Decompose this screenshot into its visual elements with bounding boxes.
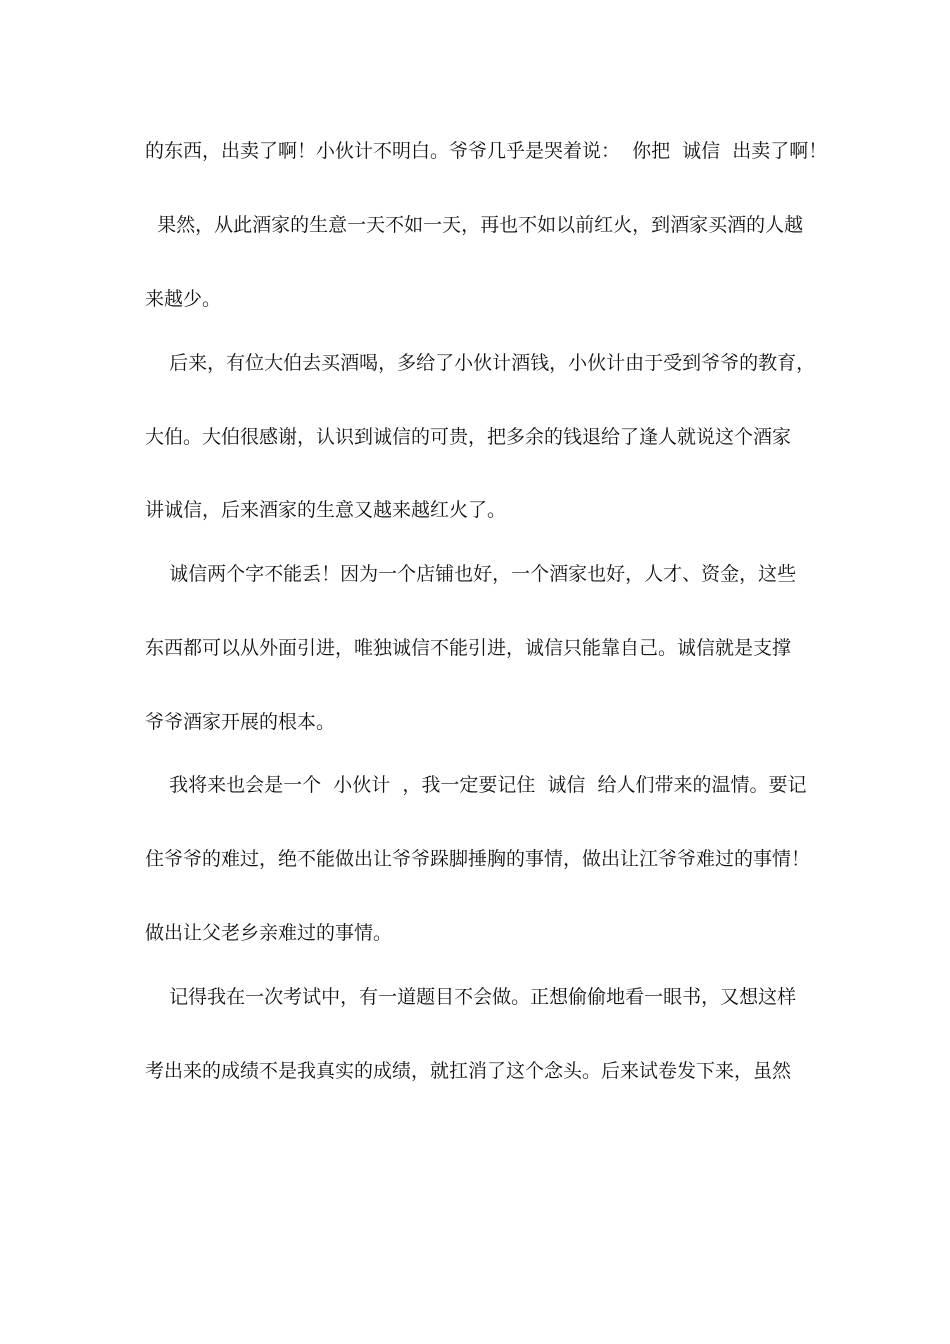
text-line: 爷爷酒家开展的根本。 — [145, 711, 336, 733]
text-line: 的东西，出卖了啊！小伙计不明白。爷爷几乎是哭着说： 你把 诚信 出卖了啊！ — [145, 140, 828, 162]
text-line: 考出来的成绩不是我真实的成绩，就扛消了这个念头。后来试卷发下来，虽然 — [145, 1060, 792, 1082]
text-line: 诚信两个字不能丢！因为一个店铺也好，一个酒家也好，人才、资金，这些 — [145, 563, 797, 585]
text-line: 果然，从此酒家的生意一天不如一天，再也不如以前红火，到酒家买酒的人越 — [145, 214, 804, 236]
text-line: 做出让父老乡亲难过的事情。 — [145, 922, 393, 944]
text-line: 我将来也会是一个 小伙计 ，我一定要记住 诚信 给人们带来的温情。要记 — [145, 774, 807, 796]
text-line: 大伯。大伯很感谢，认识到诚信的可贵，把多余的钱退给了逢人就说这个酒家 — [145, 426, 792, 448]
text-line: 后来，有位大伯去买酒喝，多给了小伙计酒钱，小伙计由于受到爷爷的教育， — [145, 352, 816, 374]
text-line: 来越少。 — [145, 288, 222, 310]
text-line: 记得我在一次考试中，有一道题目不会做。正想偷偷地看一眼书，又想这样 — [145, 986, 797, 1008]
text-line: 东西都可以从外面引进，唯独诚信不能引进，诚信只能靠自己。诚信就是支撑 — [145, 637, 792, 659]
text-line: 讲诚信，后来酒家的生意又越来越红火了。 — [145, 499, 507, 521]
text-line: 住爷爷的难过，绝不能做出让爷爷跺脚捶胸的事情，做出让江爷爷难过的事情！ — [145, 848, 811, 870]
